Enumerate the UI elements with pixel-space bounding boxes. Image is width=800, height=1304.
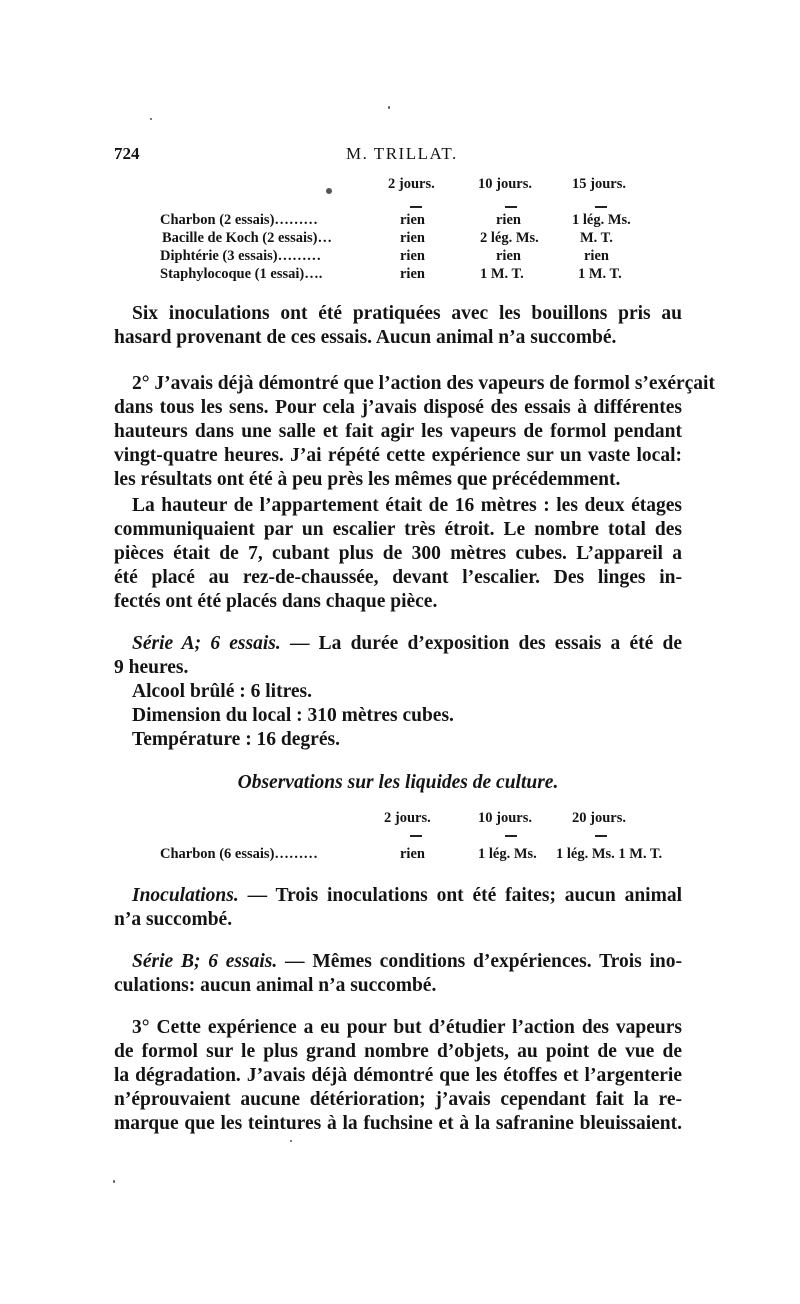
text-line: n’éprouvaient aucune détérioration; j’avais cependant fait la re- <box>114 1089 682 1110</box>
column-header: 10 jours. <box>478 176 532 192</box>
serie-a-text: — La durée d’exposition des essais a été de <box>280 633 683 654</box>
serie-b-text: — Mêmes conditions d’expériences. Trois ino- <box>277 951 682 972</box>
text-line: marque que les teintures à la fuchsine et à la safranine bleuissaient. <box>114 1113 682 1134</box>
cell-value: rien <box>584 248 609 264</box>
row-label: Diphtérie (3 essais)……… <box>160 248 322 264</box>
paragraph-section-2 <box>114 372 715 492</box>
inoculations-text: — Trois inoculations ont été faites; aucun animal <box>238 885 682 906</box>
scan-speck <box>290 1140 292 1142</box>
cell-value: rien <box>400 846 425 862</box>
text-line: 9 heures. <box>114 657 189 678</box>
scan-speck <box>326 188 332 194</box>
text-line <box>114 884 682 908</box>
cell-value: 1 M. T. <box>578 266 622 282</box>
dimension-line: Dimension du local : 310 mètres cubes. <box>132 705 454 726</box>
scan-speck <box>150 118 152 120</box>
serie-a-block <box>114 632 682 752</box>
cell-value: rien <box>496 248 521 264</box>
text-line: fectés ont été placés dans chaque pièce. <box>114 591 438 612</box>
text-line: communiquaient par un escalier très étroit. Le nombre total des <box>114 519 682 540</box>
text-line: culations: aucun animal n’a succombé. <box>114 975 437 996</box>
text-line: hauteurs dans une salle et fait agir les vapeurs de formol pendant <box>114 421 682 442</box>
row-label: Bacille de Koch (2 essais)… <box>162 230 332 246</box>
text-line: les résultats ont été à peu près les mêmes que précédemment. <box>114 469 621 490</box>
alcool-line: Alcool brûlé : 6 litres. <box>132 681 312 702</box>
results-table-1 <box>160 176 660 286</box>
cell-value: rien <box>400 212 425 228</box>
inoculations-block <box>114 884 682 932</box>
observations-heading: Observations sur les liquides de culture. <box>237 772 559 793</box>
scan-speck <box>388 106 390 109</box>
paragraph-section-3 <box>114 1016 682 1136</box>
text-line: pièces était de 7, cubant plus de 300 mètres cubes. L’appareil a <box>114 543 682 564</box>
cell-value: rien <box>400 248 425 264</box>
column-rule <box>595 835 607 837</box>
cell-value: 1 M. T. <box>480 266 524 282</box>
text-line <box>114 632 682 656</box>
inoculations-title: Inoculations. <box>132 885 239 906</box>
serie-b-block <box>114 950 682 998</box>
column-rule <box>410 206 422 208</box>
text-line: vingt-quatre heures. J’ai répété cette expérience sur un vaste local: <box>114 445 682 466</box>
column-rule <box>595 206 607 208</box>
column-header: 2 jours. <box>384 810 431 826</box>
column-header: 15 jours. <box>572 176 626 192</box>
text-line: hasard provenant de ces essais. Aucun animal n’a succombé. <box>114 327 617 348</box>
cell-value: M. T. <box>580 230 613 246</box>
cell-value: rien <box>400 230 425 246</box>
temperature-line: Température : 16 degrés. <box>132 729 340 750</box>
column-rule <box>505 835 517 837</box>
running-title: M. TRILLAT. <box>346 144 458 163</box>
column-header: 20 jours. <box>572 810 626 826</box>
text-line <box>114 950 682 974</box>
column-rule <box>410 835 422 837</box>
paragraph-inoculations-1 <box>114 302 682 350</box>
row-label: Charbon (6 essais)……… <box>160 846 318 862</box>
page-number: 724 <box>114 144 140 163</box>
serie-a-title: Série A; 6 essais. <box>132 633 281 654</box>
text-line: Six inoculations ont été pratiquées avec les bouillons pris au <box>132 303 682 324</box>
row-label: Charbon (2 essais)……… <box>160 212 318 228</box>
cell-value: rien <box>496 212 521 228</box>
results-table-2 <box>160 810 680 868</box>
column-header: 2 jours. <box>388 176 435 192</box>
text-line: 2° J’avais déjà démontré que l’action des vapeurs de formol s’exérçait <box>132 373 715 394</box>
row-label: Staphylocoque (1 essai)…. <box>160 266 323 282</box>
cell-value: 1 lég. Ms. <box>478 846 537 862</box>
cell-value: 2 lég. Ms. <box>480 230 539 246</box>
column-rule <box>505 206 517 208</box>
text-line: été placé au rez-de-chaussée, devant l’escalier. Des linges in- <box>114 567 682 588</box>
cell-value: 1 lég. Ms. 1 M. T. <box>556 846 663 862</box>
cell-value: rien <box>400 266 425 282</box>
text-line: n’a succombé. <box>114 909 233 930</box>
column-header: 10 jours. <box>478 810 532 826</box>
text-line: La hauteur de l’appartement était de 16 mètres : les deux étages <box>132 495 682 516</box>
serie-b-title: Série B; 6 essais. <box>132 951 278 972</box>
scan-speck <box>113 1180 115 1183</box>
text-line: de formol sur le plus grand nombre d’objets, au point de vue de <box>114 1041 682 1062</box>
text-line: la dégradation. J’avais déjà démontré que les étoffes et l’argenterie <box>114 1065 682 1086</box>
text-line: 3° Cette expérience a eu pour but d’étudier l’action des vapeurs <box>132 1017 682 1038</box>
paragraph-apartment <box>114 494 682 614</box>
cell-value: 1 lég. Ms. <box>572 212 631 228</box>
text-line: dans tous les sens. Pour cela j’avais disposé des essais à différentes <box>114 397 682 418</box>
